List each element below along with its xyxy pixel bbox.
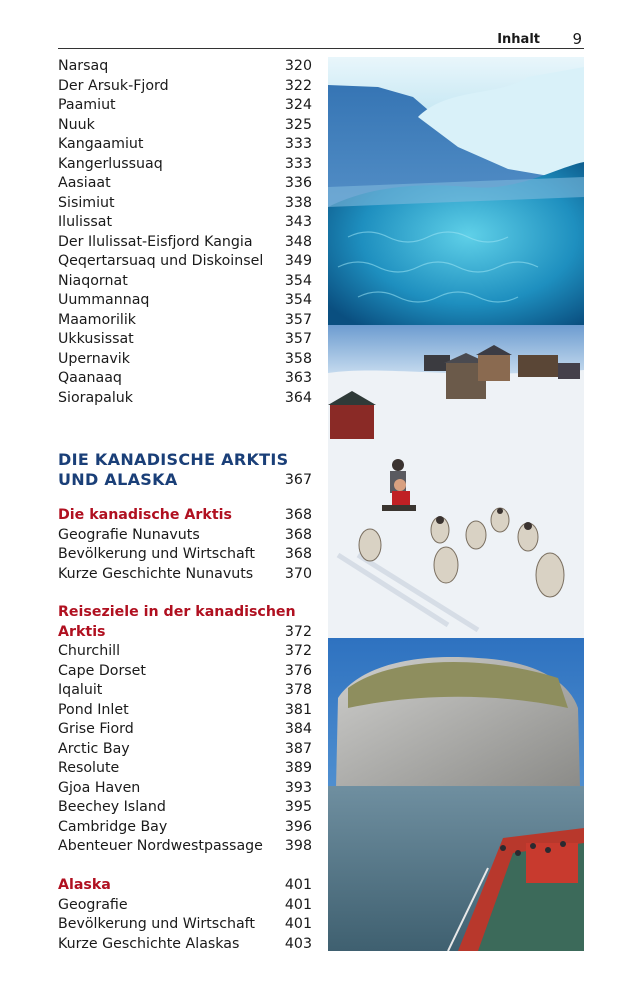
toc-entry[interactable] bbox=[58, 272, 312, 292]
dog-sled-image bbox=[328, 325, 584, 638]
toc-heading-title: Reiseziele in der kanadischen bbox=[58, 604, 296, 620]
toc-list-alaska bbox=[58, 876, 312, 954]
toc-entry-page: 393 bbox=[284, 779, 312, 796]
toc-entry[interactable] bbox=[58, 915, 312, 935]
toc-entry-title: Maamorilik bbox=[58, 311, 137, 328]
toc-entry[interactable] bbox=[58, 252, 312, 272]
toc-entry-title: Uummannaq bbox=[58, 292, 150, 308]
chapter-page: 367 bbox=[284, 472, 312, 488]
toc-entry-page: 384 bbox=[284, 721, 312, 737]
toc-entry[interactable] bbox=[58, 369, 312, 389]
toc-entry-title: Ilulissat bbox=[58, 214, 113, 230]
page-number: 9 bbox=[572, 30, 582, 48]
toc-entry-page: 338 bbox=[284, 194, 312, 211]
toc-entry-title: Resolute bbox=[58, 760, 120, 776]
toc-entry-page: 324 bbox=[284, 97, 312, 113]
toc-list-destinations bbox=[58, 603, 312, 857]
iceberg-photo bbox=[328, 57, 584, 325]
toc-entry[interactable] bbox=[58, 720, 312, 740]
toc-entry-page: 358 bbox=[284, 350, 312, 367]
ship-and-rock-photo bbox=[328, 638, 584, 951]
toc-entry-title: Niaqornat bbox=[58, 272, 128, 289]
toc-entry-page: 357 bbox=[284, 331, 312, 347]
toc-entry-page: 363 bbox=[284, 370, 312, 386]
toc-entry-title: Gjoa Haven bbox=[58, 779, 141, 796]
toc-entry[interactable] bbox=[58, 233, 312, 253]
dog-sled-photo bbox=[328, 325, 584, 638]
toc-entry-title: Paamiut bbox=[58, 97, 116, 113]
running-header bbox=[58, 30, 584, 49]
toc-entry-title: Geografie bbox=[58, 896, 128, 913]
toc-list-greenland bbox=[58, 57, 312, 408]
header-section-title: Inhalt bbox=[497, 32, 540, 47]
chapter-heading[interactable] bbox=[58, 450, 312, 490]
toc-entry-title: Churchill bbox=[58, 643, 121, 659]
toc-entry-page: 389 bbox=[284, 760, 312, 776]
toc-entry[interactable] bbox=[58, 213, 312, 233]
toc-entry-page: 398 bbox=[284, 838, 312, 854]
toc-entry-page: 343 bbox=[284, 214, 312, 230]
toc-entry-page: 381 bbox=[284, 701, 312, 718]
toc-entry-page: 403 bbox=[284, 935, 312, 952]
toc-entry[interactable] bbox=[58, 116, 312, 136]
toc-entry[interactable] bbox=[58, 155, 312, 175]
toc-entry-page: 349 bbox=[284, 253, 312, 269]
toc-entry[interactable] bbox=[58, 779, 312, 799]
toc-entry-title: Iqaluit bbox=[58, 682, 103, 698]
toc-entry-title: Grise Fiord bbox=[58, 721, 134, 737]
toc-entry-title: Beechey Island bbox=[58, 799, 166, 815]
toc-entry-page: 336 bbox=[284, 175, 312, 191]
toc-entry[interactable] bbox=[58, 194, 312, 214]
toc-entry-title: Aasiaat bbox=[58, 175, 111, 191]
toc-section-heading[interactable] bbox=[58, 876, 312, 896]
toc-section-heading[interactable] bbox=[58, 506, 312, 526]
photo-column bbox=[328, 57, 584, 951]
toc-entry-page: 333 bbox=[284, 136, 312, 152]
toc-entry-page: 370 bbox=[284, 565, 312, 582]
toc-entry-page: 357 bbox=[284, 311, 312, 328]
chapter-title-line1: DIE KANADISCHE ARKTIS bbox=[58, 450, 289, 469]
toc-entry-title: Cape Dorset bbox=[58, 662, 146, 679]
toc-entry-title: Qeqertarsuaq und Diskoinsel bbox=[58, 253, 264, 269]
toc-list-canadian-arctic bbox=[58, 506, 312, 584]
toc-heading-title: Die kanadische Arktis bbox=[58, 507, 232, 523]
toc-entry-title: Geografie Nunavuts bbox=[58, 526, 200, 543]
toc-entry[interactable] bbox=[58, 740, 312, 760]
toc-entry-title: Kurze Geschichte Nunavuts bbox=[58, 565, 254, 582]
toc-entry-page: 395 bbox=[284, 799, 312, 815]
toc-heading-page: 368 bbox=[284, 507, 312, 523]
toc-entry[interactable] bbox=[58, 545, 312, 565]
toc-section-heading-cont[interactable] bbox=[58, 623, 312, 643]
toc-entry[interactable] bbox=[58, 291, 312, 311]
ship-and-rock-image bbox=[328, 638, 584, 951]
toc-entry-page: 372 bbox=[284, 643, 312, 659]
toc-entry-page: 378 bbox=[284, 682, 312, 698]
iceberg-image bbox=[328, 57, 584, 325]
toc-section-heading[interactable] bbox=[58, 603, 312, 623]
toc-entry-title: Bevölkerung und Wirtschaft bbox=[58, 546, 255, 562]
toc-entry-title: Kangaamiut bbox=[58, 136, 144, 152]
toc-entry[interactable] bbox=[58, 565, 312, 585]
toc-entry[interactable] bbox=[58, 57, 312, 77]
toc-entry-title: Cambridge Bay bbox=[58, 818, 168, 835]
toc-entry-page: 354 bbox=[284, 292, 312, 308]
toc-entry-title: Narsaq bbox=[58, 58, 109, 74]
toc-entry-title: Kangerlussuaq bbox=[58, 155, 163, 172]
toc-heading-title-cont: Arktis bbox=[58, 623, 106, 640]
toc-entry-title: Der Arsuk-Fjord bbox=[58, 77, 169, 94]
toc-entry[interactable] bbox=[58, 96, 312, 116]
toc-entry[interactable] bbox=[58, 642, 312, 662]
toc-entry-title: Siorapaluk bbox=[58, 389, 134, 406]
toc-entry-title: Pond Inlet bbox=[58, 701, 129, 718]
toc-entry-page: 333 bbox=[284, 155, 312, 172]
toc-entry-title: Nuuk bbox=[58, 116, 95, 133]
toc-entry[interactable] bbox=[58, 759, 312, 779]
toc-entry-title: Arctic Bay bbox=[58, 740, 130, 757]
toc-entry-title: Ukkusissat bbox=[58, 331, 134, 347]
toc-entry[interactable] bbox=[58, 135, 312, 155]
toc-entry[interactable] bbox=[58, 681, 312, 701]
toc-entry-page: 322 bbox=[284, 77, 312, 94]
toc-heading-page: 372 bbox=[284, 623, 312, 640]
toc-heading-title: Alaska bbox=[58, 877, 111, 893]
toc-entry-title: Upernavik bbox=[58, 350, 130, 367]
toc-entry-page: 401 bbox=[284, 896, 312, 913]
toc-entry[interactable] bbox=[58, 526, 312, 546]
toc-entry-title: Abenteuer Nordwestpassage bbox=[58, 838, 263, 854]
toc-entry[interactable] bbox=[58, 174, 312, 194]
toc-entry[interactable] bbox=[58, 701, 312, 721]
chapter-title-line2: UND ALASKA bbox=[58, 470, 178, 489]
toc-heading-page: 401 bbox=[284, 877, 312, 893]
toc-entry[interactable] bbox=[58, 818, 312, 838]
toc-entry[interactable] bbox=[58, 662, 312, 682]
toc-entry-title: Sisimiut bbox=[58, 194, 115, 211]
toc-entry-title: Der Ilulissat-Eisfjord Kangia bbox=[58, 233, 253, 250]
toc-entry-page: 348 bbox=[284, 233, 312, 250]
toc-entry[interactable] bbox=[58, 798, 312, 818]
toc-entry[interactable] bbox=[58, 837, 312, 857]
toc-entry-page: 320 bbox=[284, 58, 312, 74]
toc-entry-page: 401 bbox=[284, 916, 312, 932]
toc-entry-page: 387 bbox=[284, 740, 312, 757]
toc-entry[interactable] bbox=[58, 330, 312, 350]
toc-entry-page: 368 bbox=[284, 526, 312, 543]
toc-entry-page: 364 bbox=[284, 389, 312, 406]
toc-entry[interactable] bbox=[58, 935, 312, 955]
toc-entry-page: 325 bbox=[284, 116, 312, 133]
toc-entry-page: 354 bbox=[284, 272, 312, 289]
toc-entry-title: Qaanaaq bbox=[58, 370, 122, 386]
toc-entry[interactable] bbox=[58, 350, 312, 370]
toc-entry-page: 368 bbox=[284, 546, 312, 562]
toc-entry-page: 396 bbox=[284, 818, 312, 835]
toc-entry-title: Bevölkerung und Wirtschaft bbox=[58, 916, 255, 932]
toc-entry-page: 376 bbox=[284, 662, 312, 679]
toc-entry[interactable] bbox=[58, 311, 312, 331]
toc-entry-title: Kurze Geschichte Alaskas bbox=[58, 935, 240, 952]
toc-entry[interactable] bbox=[58, 389, 312, 409]
toc-entry[interactable] bbox=[58, 77, 312, 97]
toc-entry[interactable] bbox=[58, 896, 312, 916]
